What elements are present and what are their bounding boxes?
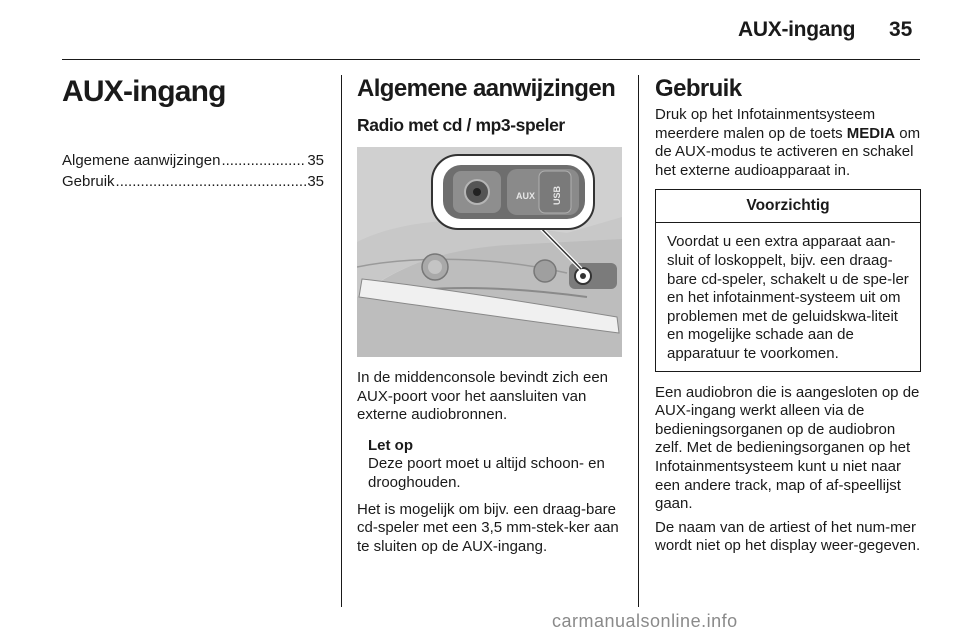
- connection-paragraph: Het is mogelijk om bijv. een draag-bare cd-speler met een 3,5 mm-stek-ker aan te sluiten op de AUX-ingang.: [357, 500, 619, 555]
- header-rule: [62, 59, 920, 60]
- toc-entry-page: 35: [307, 152, 324, 169]
- column-divider-2: [638, 75, 639, 607]
- note-block: [368, 437, 622, 493]
- intro-paragraph: In de middenconsole bevindt zich een AUX-poort voor het aansluiten van externe audiobronnen.: [357, 369, 609, 424]
- console-illustration: [357, 147, 622, 357]
- artist-display-paragraph: De naam van de artiest of het num-mer wordt niet op het display weer-gegeven.: [655, 518, 921, 555]
- caution-box: [655, 189, 921, 371]
- table-of-contents: [62, 150, 324, 192]
- toc-leader-dots: [221, 150, 306, 171]
- usage-intro-end: om de AUX-modus te activeren en schakel het externe audioapparaat in.: [655, 124, 921, 179]
- toc-entry[interactable]: [62, 150, 324, 171]
- aux-label: AUX: [516, 191, 536, 201]
- usage-intro-start: Druk op het Infotainmentsysteem meerdere malen op de toets: [655, 106, 876, 142]
- site-watermark: carmanualsonline.info: [552, 611, 738, 631]
- usage-intro-paragraph: [655, 106, 921, 180]
- header-page-number: 35: [889, 18, 913, 41]
- chapter-title: AUX-ingang: [62, 75, 226, 108]
- section-subtitle: Radio met cd / mp3-speler: [357, 115, 565, 135]
- toc-entry[interactable]: [62, 171, 324, 192]
- usb-label: USB: [552, 185, 562, 205]
- media-key-label: MEDIA: [846, 124, 896, 142]
- column-divider-1: [341, 75, 342, 607]
- section-title-usage: Gebruik: [655, 75, 742, 102]
- note-title: Let op: [368, 436, 413, 454]
- caution-text: Voordat u een extra apparaat aan-sluit of loskoppelt, bijv. een draag-bare cd-speler, schakelt u de spe-ler en het infotainment-systeem uit om problemen met de geluidskwa-liteit en mogelijke schade aan de apparatuur te voorkomen.: [667, 233, 909, 362]
- toc-leader-dots: [116, 171, 307, 192]
- toc-entry-page: 35: [307, 173, 324, 190]
- audio-source-paragraph: Een audiobron die is aangesloten op de AUX-ingang werkt alleen via de bedieningsorganen op de audiobron zelf. Met de bedieningsorganen op het Infotainmentsysteem kunt u niet naar een andere track, map of af-speellijst gaan.: [655, 383, 920, 513]
- toc-entry-label: Algemene aanwijzingen: [62, 152, 221, 169]
- section-title: Algemene aanwijzingen: [357, 75, 616, 102]
- left-column: [62, 74, 324, 192]
- header-title: AUX-ingang: [738, 18, 856, 41]
- middle-column: [357, 74, 622, 556]
- right-column: [655, 74, 921, 556]
- console-aux-port-figure: [357, 147, 622, 357]
- note-text: Deze poort moet u altijd schoon- en drooghouden.: [368, 455, 605, 491]
- caution-title: Voorzichtig: [656, 190, 920, 223]
- toc-entry-label: Gebruik: [62, 173, 115, 190]
